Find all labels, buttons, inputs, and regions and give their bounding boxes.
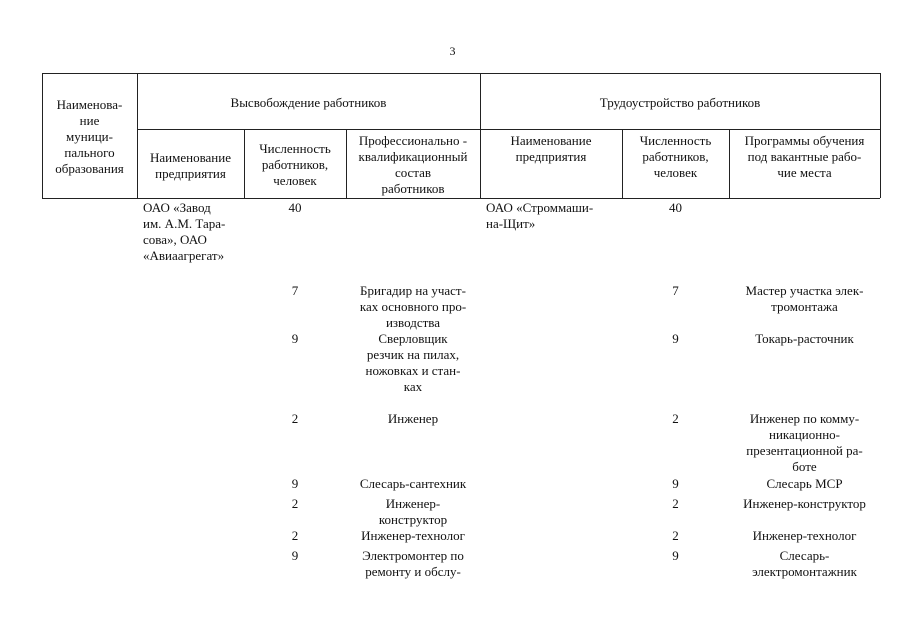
header-release-group: Высвобождение работников [230, 95, 387, 110]
cell-rel-count: 9 [291, 548, 299, 563]
cell-emp-count: 9 [672, 331, 679, 346]
cell-rel-count: 9 [291, 331, 299, 346]
cell-qualification: Инженер- конструктор [378, 496, 448, 527]
cell-rel-count: 2 [291, 411, 299, 426]
cell-program: Инженер-конструктор [743, 496, 866, 511]
header-emp-programs: Программы обучения под вакантные рабо- чие места [744, 133, 865, 180]
cell-rel-count: 40 [288, 200, 302, 215]
page-number: 3 [449, 44, 456, 58]
cell-rel-count: 9 [291, 476, 299, 491]
cell-emp-count: 40 [669, 200, 682, 215]
cell-program: Слесарь МСР [766, 476, 843, 491]
cell-program: Инженер-технолог [752, 528, 857, 543]
cell-qualification: Сверловщик резчик на пилах, ножовках и стан- ках [365, 331, 461, 394]
header-municipality: Наименова- ние муници- пального образования [55, 97, 124, 176]
cell-emp-count: 9 [672, 548, 679, 563]
header-rel-enterprise: Наименование предприятия [150, 150, 231, 181]
cell-rel-count: 2 [291, 528, 299, 543]
cell-program: Токарь-расточник [755, 331, 854, 346]
header-emp-enterprise: Наименование предприятия [510, 133, 592, 164]
cell-qualification: Слесарь-сантехник [359, 476, 467, 491]
cell-emp-count: 2 [672, 411, 679, 426]
cell-qualification: Бригадир на участ- ках основного про- изводства [359, 283, 467, 330]
header-rel-qualification: Профессионально - квалификационный состав работников [358, 133, 468, 196]
cell-emp-enterprise: ОАО «Строммаши- на-Щит» [486, 200, 594, 231]
cell-qualification: Электромонтер по ремонту и обслу- [362, 548, 464, 579]
header-emp-count: Численность работников, человек [639, 133, 712, 180]
col-line-7 [880, 73, 881, 198]
cell-rel-count: 7 [291, 283, 299, 298]
cell-program: Мастер участка элек- тромонтажа [745, 283, 864, 314]
rule-header-bottom [42, 198, 880, 199]
cell-emp-count: 9 [672, 476, 679, 491]
cell-program: Слесарь- электромонтажник [752, 548, 857, 579]
cell-qualification: Инженер-технолог [361, 528, 465, 543]
header-rel-count: Численность работников, человек [259, 141, 331, 188]
rule-subheader [137, 129, 880, 130]
cell-emp-count: 2 [672, 496, 679, 511]
header-employment-group: Трудоустройство работников [599, 95, 761, 110]
cell-program: Инженер по комму- никационно- презентационной ра- боте [746, 411, 863, 474]
cell-qualification: Инженер [387, 411, 439, 426]
cell-emp-count: 7 [672, 283, 679, 298]
rule-top [42, 73, 880, 74]
cell-rel-enterprise: ОАО «Завод им. А.М. Тара- сова», ОАО «Авиаагрегат» [143, 200, 226, 263]
cell-rel-count: 2 [291, 496, 299, 511]
cell-emp-count: 2 [672, 528, 679, 543]
